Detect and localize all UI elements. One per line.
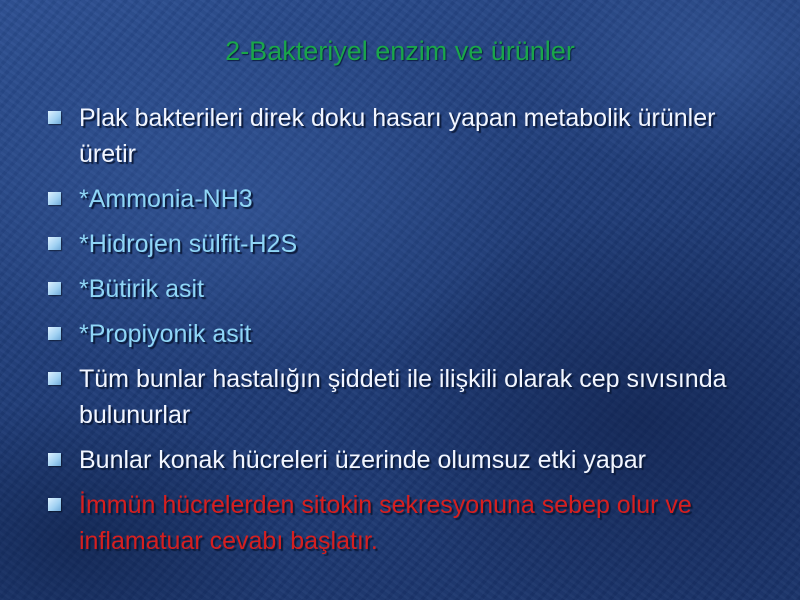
square-bullet-icon xyxy=(48,453,61,466)
bullet-list xyxy=(48,100,768,568)
bullet-text: *Bütirik asit xyxy=(79,275,205,303)
bullet-item xyxy=(48,316,768,352)
bullet-item xyxy=(48,361,768,433)
bullet-item xyxy=(48,226,768,262)
bullet-text: *Propiyonik asit xyxy=(79,320,252,348)
square-bullet-icon xyxy=(48,372,61,385)
bullet-item xyxy=(48,271,768,307)
square-bullet-icon xyxy=(48,111,61,124)
bullet-text: *Ammonia-NH3 xyxy=(79,185,253,213)
bullet-item xyxy=(48,487,768,559)
square-bullet-icon xyxy=(48,327,61,340)
bullet-text: *Hidrojen sülfit-H2S xyxy=(79,230,298,258)
bullet-item xyxy=(48,442,768,478)
bullet-item xyxy=(48,181,768,217)
bullet-item xyxy=(48,100,768,172)
slide-title: 2-Bakteriyel enzim ve ürünler xyxy=(225,36,575,66)
bullet-text: Bunlar konak hücreleri üzerinde olumsuz etki yapar xyxy=(79,446,646,474)
square-bullet-icon xyxy=(48,282,61,295)
square-bullet-icon xyxy=(48,498,61,511)
bullet-text: İmmün hücrelerden sitokin sekresyonuna sebep olur ve inflamatuar cevabı başlatır. xyxy=(79,491,692,555)
bullet-text: Tüm bunlar hastalığın şiddeti ile ilişkili olarak cep sıvısında bulunurlar xyxy=(79,365,727,429)
square-bullet-icon xyxy=(48,192,61,205)
square-bullet-icon xyxy=(48,237,61,250)
bullet-text: Plak bakterileri direk doku hasarı yapan metabolik ürünler üretir xyxy=(79,104,716,168)
